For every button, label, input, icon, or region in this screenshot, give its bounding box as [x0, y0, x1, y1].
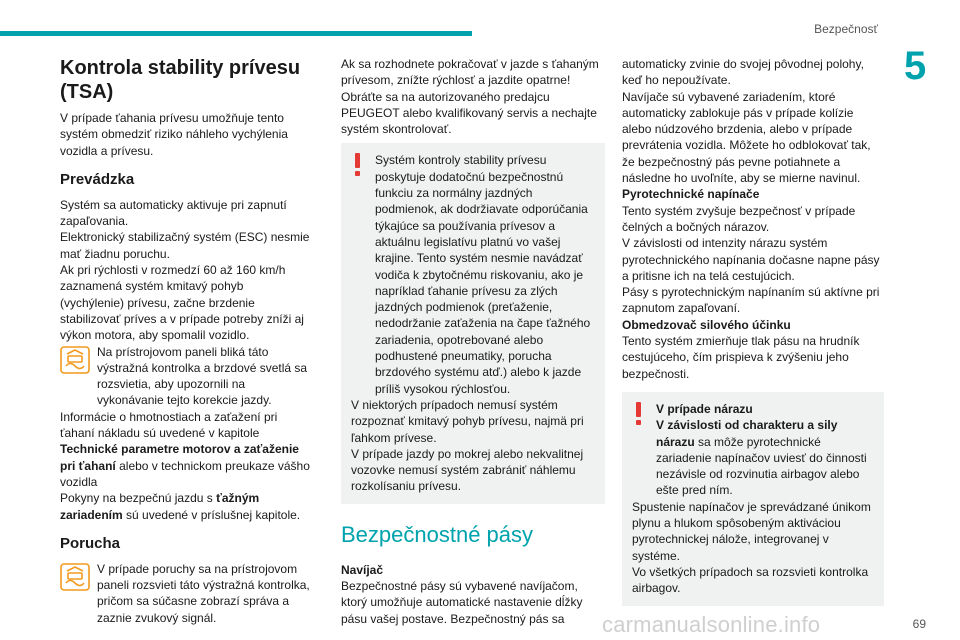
reel-continued-text: Navíjače sú vybavené zariadením, ktoré automaticky zablokuje pás v prípade kolízie alebo núdzového brzdenia, alebo v prípade prevrátenia vozidla. Môžete ho odblokovať tak, že bezpečnostný pás pevne potiahnete a následne ho uvoľníte, aby se mierne navinul. [622, 89, 871, 186]
operation-line: Systém sa automaticky aktivuje pri zapnutí zapaľovania. [60, 197, 287, 229]
advice-text-c: sú uvedené v príslušnej kapitole. [122, 507, 301, 522]
tsa-intro: V prípade ťahania prívesu umožňuje tento systém obmedziť riziko náhleho vychýlenia vozidla a prívesu. [60, 111, 288, 158]
fault-lamp-text: V prípade poruchy sa na prístrojovom paneli rozsvieti táto výstražná kontrolka, pričom sa súčasne zobrazí správa a zaznie zvukový signál. [97, 561, 310, 625]
column-2 [341, 56, 605, 627]
warning-box-tsa [341, 143, 605, 503]
fault-lamp-row [60, 561, 310, 626]
warning-lamp-row [60, 344, 310, 409]
warning-exclamation-icon [355, 153, 361, 175]
heading-operation: Prevádzka [60, 170, 135, 188]
page-number: 69 [912, 617, 926, 631]
chapter-number: 5 [904, 44, 927, 88]
header-accent-bar [0, 31, 472, 36]
operation-line: Ak pri rýchlosti v rozmedzí 60 až 160 km/h zaznamená systém kmitavý pohyb (vychýlenie) prívesu, začne brzdenie stabilizovať príves a v prípade potreby zníži aj výkon motora, aby spomalil vozidlo. [60, 263, 304, 343]
warning-box-text: Vo všetkých prípadoch sa rozsvieti kontrolka airbagov. [632, 564, 869, 596]
warning-lamp-text: Na prístrojovom paneli bliká táto výstražná kontrolka a brzdové svetlá sa rozsvietia, aby upozornili na vykonávanie tejto korekcie jazdy. [97, 344, 308, 408]
weights-text-c: alebo v technickom preukaze vášho vozidla [60, 458, 310, 489]
section-title-tsa: Kontrola stability prívesu (TSA) [60, 57, 301, 103]
subheading-limiter: Obmedzovač silového účinku [622, 317, 791, 332]
warning-box-pyro [622, 392, 884, 606]
operation-line: Elektronický stabilizačný systém (ESC) nesmie mať žiadnu poruchu. [60, 230, 310, 261]
weights-chapter-ref: Technické parametre motorov a zaťaženie pri ťahaní [60, 442, 299, 473]
warning-box-bold-text: V závislosti od charakteru a sily nárazu [656, 418, 838, 449]
warning-box-text: Systém kontroly stability prívesu poskytuje dodatočnú bezpečnostnú funkciu za normálny jazdných podmienok, ak dodržiavate odporúčania týkajúce sa používania prívesov a aktuálnu legislatívu platnú vo vašej krajine. Tento systém nesmie navádzať vodiča k zbytočnému riskovaniu, ako je napríklad ťahanie prívesu za zlých jazdných podmienok (preťaženie, nedodržanie zaťaženia na čape ťažného zariadenia, opotrebované alebo podhustené pneumatiky, porucha brzdového systému atď.) alebo k jazde príliš vysokou rýchlosťou. [375, 153, 591, 396]
warning-box-text: sa môže pyrotechnické zariadenie napínačov uviesť do činnosti nezávisle od rozvinutia airbagov alebo ešte pred ním. [656, 434, 867, 498]
column-1 [60, 56, 310, 626]
subheading-pyro: Pyrotechnické napínače [622, 187, 760, 202]
advice-text-a: Pokyny na bezpečnú jazdu s [60, 491, 217, 506]
pyro-text: V závislosti od intenzity nárazu systém pyrotechnického napínania dočasne napne pásy a pritisne ich na telá cestujúcich. [622, 236, 880, 283]
advice-chapter-ref: ťažným zariadením [60, 491, 260, 522]
heading-fault: Porucha [60, 534, 121, 552]
reel-text: Bezpečnostné pásy sú vybavené navíjačom, ktorý umožňuje automatické nastavenie dĺžky pásu vašej postave. Bezpečnostný pás sa [341, 579, 583, 626]
reel-continued-text: automaticky zvinie do svojej pôvodnej polohy, keď ho nepoužívate. [622, 57, 864, 88]
warning-box-text: V prípade jazdy po mokrej alebo nekvalitnej vozovke nemusí systém zabrániť náhlemu rozkolísaniu prívesu. [351, 446, 584, 494]
weights-text [60, 409, 310, 490]
warning-box-heading: V prípade nárazu [656, 401, 753, 416]
trailer-warning-lamp-icon [60, 346, 90, 374]
warning-exclamation-icon [636, 402, 642, 424]
dealer-contact-text: Obráťte sa na autorizovaného predajcu PEUGEOT alebo kvalifikovaný servis a nechajte systém skontrolovať. [341, 89, 597, 137]
warning-box-text: V niektorých prípadoch nemusí systém rozpoznať kmitavý pohyb prívesu, najmä pri ľahkom prívese. [351, 397, 584, 445]
section-title-seat-belts: Bezpečnostné pásy [341, 521, 534, 547]
subheading-reel: Navíjač [341, 562, 384, 577]
chapter-title: Bezpečnosť [814, 22, 878, 36]
weights-text-a: Informácie o hmotnostiach a zaťažení pri ťahaní nákladu sú uvedené v kapitole [60, 409, 278, 441]
column-3 [622, 56, 884, 612]
trailer-warning-lamp-icon [60, 563, 90, 591]
limiter-text: Tento systém zmierňuje tlak pásu na hrudník cestujúceho, čím prispieva k zvýšeniu jeho bezpečnosti. [622, 334, 860, 381]
pyro-text: Pásy s pyrotechnickým napínaním sú aktívne pri zapnutom zapaľovaní. [622, 285, 880, 316]
watermark: carmanualsonline.info [602, 612, 821, 637]
pyro-text: Tento systém zvyšuje bezpečnosť v prípade čelných a bočných nárazov. [622, 203, 856, 234]
continue-driving-text: Ak sa rozhodnete pokračovať v jazde s ťahaným prívesom, znížte rýchlosť a jazdite opatrne! [341, 57, 599, 88]
warning-box-text: Spustenie napínačov je sprevádzané únikom plynu a hlukom spôsobeným aktiváciou pyrotechnickej nálože, integrovanej v systéme. [632, 499, 871, 563]
advice-text [60, 490, 310, 523]
